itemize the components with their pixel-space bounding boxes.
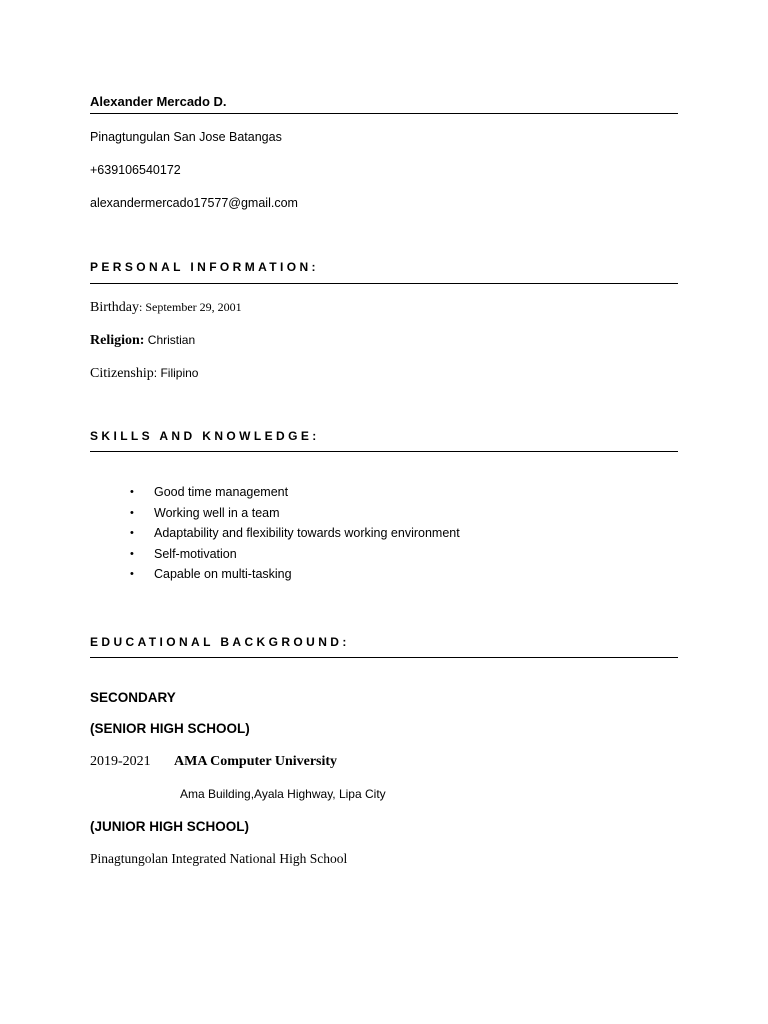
citizenship-label: Citizenship [90, 366, 154, 381]
bullet-icon: • [130, 527, 134, 539]
education-divider [90, 657, 678, 658]
list-item [130, 482, 460, 503]
skills-list [130, 482, 460, 585]
junior-high-label: (JUNIOR HIGH SCHOOL) [90, 819, 250, 834]
bullet-icon: • [130, 506, 134, 519]
personal-information-divider [90, 283, 678, 284]
skill-text: Working well in a team [154, 505, 280, 520]
list-item [130, 523, 460, 544]
bullet-icon: • [130, 547, 134, 560]
skill-text: Adaptability and flexibility towards working environment [154, 526, 460, 540]
skill-text: Self-motivation [154, 546, 237, 561]
bullet-icon: • [130, 568, 134, 580]
senior-high-label: (SENIOR HIGH SCHOOL) [90, 721, 250, 736]
birthday-value: : September 29, 2001 [139, 300, 242, 314]
name-divider [90, 113, 678, 114]
skills-heading: SKILLS AND KNOWLEDGE: [90, 429, 320, 443]
citizenship-value: : Filipino [153, 366, 199, 380]
contact-phone: +639106540172 [90, 163, 181, 177]
contact-address: Pinagtungulan San Jose Batangas [90, 130, 282, 144]
senior-high-school: AMA Computer University [174, 754, 338, 769]
contact-email: alexandermercado17577@gmail.com [90, 196, 298, 210]
senior-high-years: 2019-2021 [90, 754, 151, 769]
birthday-line [90, 298, 242, 316]
skills-divider [90, 451, 678, 452]
junior-high-school: Pinagtungolan Integrated National High School [90, 851, 348, 866]
religion-label: Religion: [90, 333, 145, 348]
religion-line [90, 331, 195, 349]
list-item [130, 544, 460, 565]
education-level: SECONDARY [90, 690, 176, 705]
skill-text: Good time management [154, 485, 289, 499]
senior-high-address: Ama Building,Ayala Highway, Lipa City [180, 787, 386, 801]
applicant-name: Alexander Mercado D. [90, 94, 227, 109]
list-item [130, 564, 460, 585]
bullet-icon: • [130, 486, 134, 498]
list-item [130, 503, 460, 524]
birthday-label: Birthday [90, 300, 139, 315]
education-heading: EDUCATIONAL BACKGROUND: [90, 635, 350, 649]
skill-text: Capable on multi-tasking [154, 567, 292, 581]
religion-value: Christian [144, 333, 196, 347]
citizenship-line [90, 364, 198, 382]
personal-information-heading: PERSONAL INFORMATION: [90, 260, 319, 274]
